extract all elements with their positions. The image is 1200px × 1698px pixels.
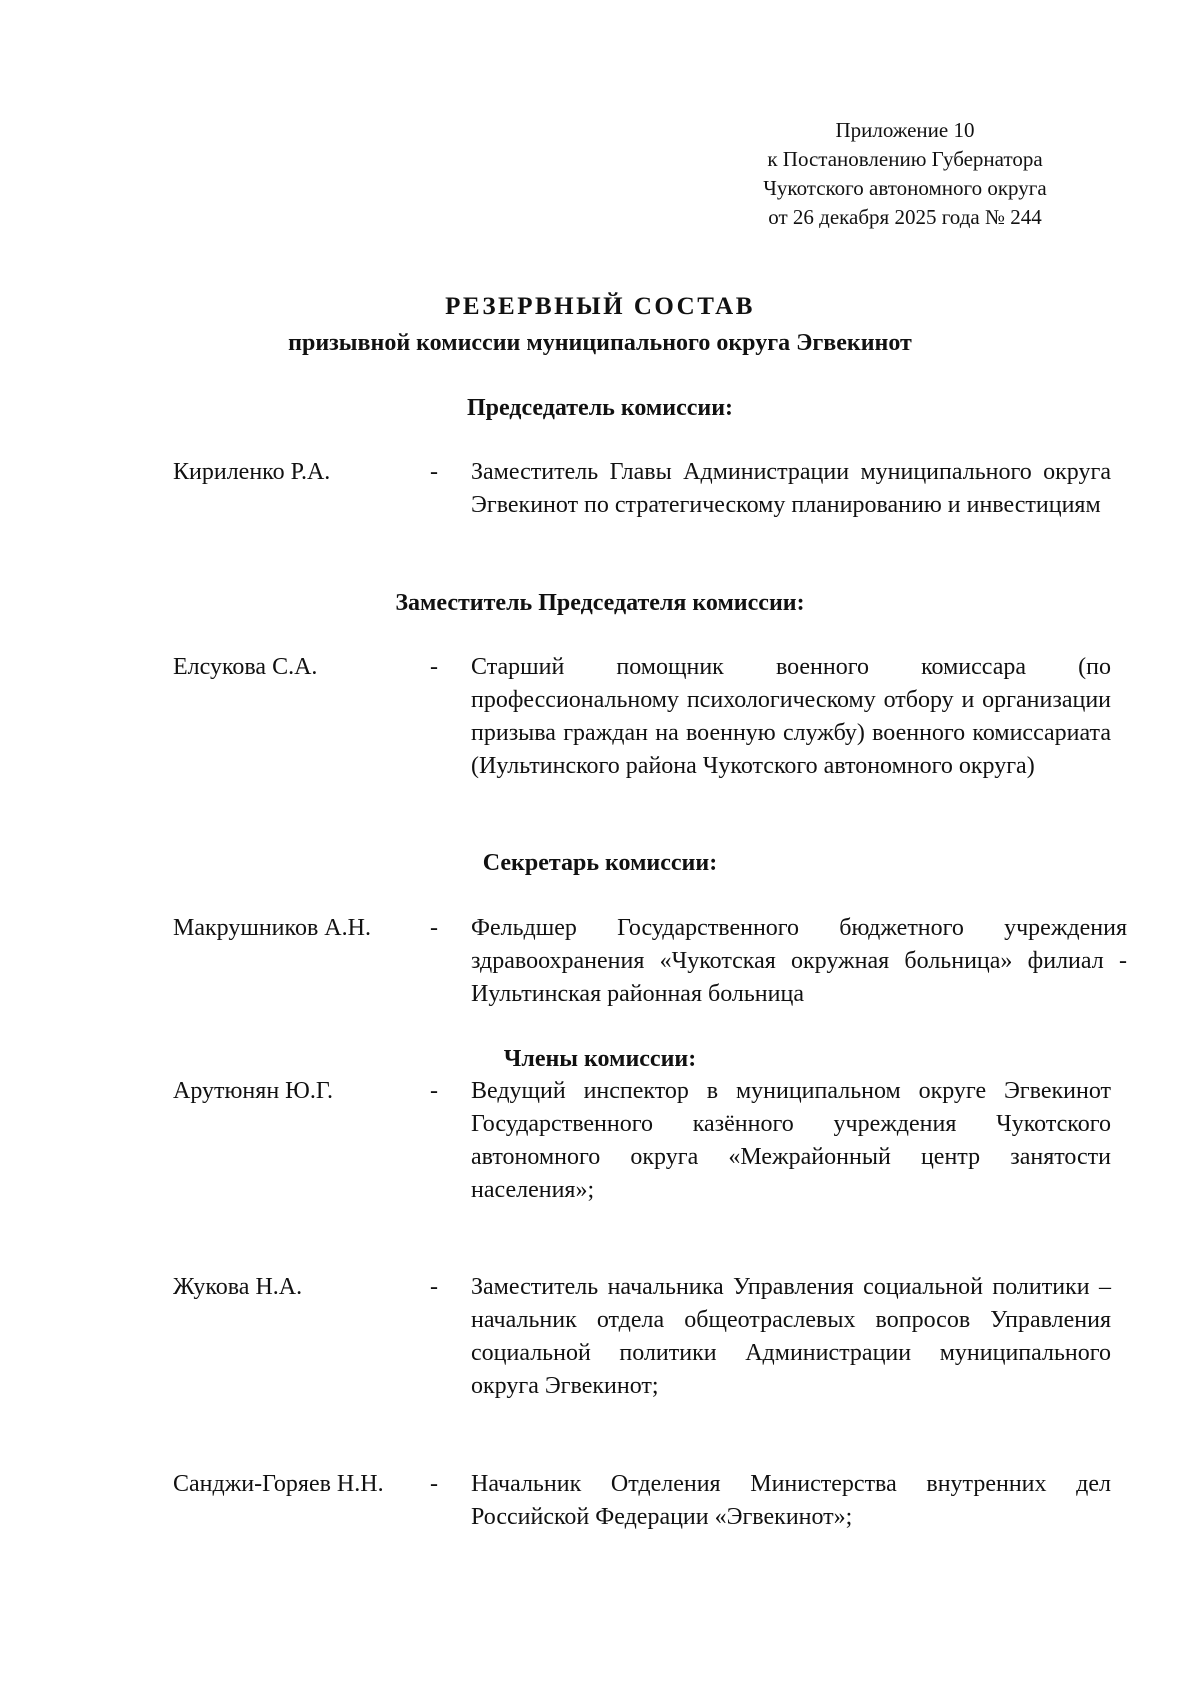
appendix-line: от 26 декабря 2025 года № 244 xyxy=(768,205,1042,229)
member-name: Макрушников А.Н. xyxy=(173,915,371,941)
appendix-line: Чукотского автономного округа xyxy=(763,176,1047,200)
member-name: Кириленко Р.А. xyxy=(173,459,331,485)
appendix-line: Приложение 10 xyxy=(835,118,975,142)
document-title: РЕЗЕРВНЫЙ СОСТАВ xyxy=(445,293,755,320)
member-name: Арутюнян Ю.Г. xyxy=(173,1078,333,1104)
member-name: Санджи-Горяев Н.Н. xyxy=(173,1471,384,1497)
section-heading-deputy: Заместитель Председателя комиссии: xyxy=(395,590,805,616)
member-dash: - xyxy=(430,654,438,680)
section-heading-members: Члены комиссии: xyxy=(503,1046,697,1072)
section-heading-chairman: Председатель комиссии: xyxy=(466,395,734,421)
member-dash: - xyxy=(430,1274,438,1300)
member-position: Заместитель Главы Администрации муниципального округа Эгвекинот по стратегическому планированию и инвестициям xyxy=(471,459,1111,518)
document-subtitle: призывной комиссии муниципального округа Эгвекинот xyxy=(288,330,912,356)
member-position: Начальник Отделения Министерства внутренних дел Российской Федерации «Эгвекинот»; xyxy=(471,1471,1111,1530)
member-dash: - xyxy=(430,459,438,485)
member-dash: - xyxy=(430,1471,438,1497)
member-name: Елсукова С.А. xyxy=(173,654,318,680)
member-dash: - xyxy=(430,1078,438,1104)
member-position: Фельдшер Государственного бюджетного учреждения здравоохранения «Чукотская окружная больница» филиал - Иультинская районная больница xyxy=(471,915,1127,1007)
member-position: Старший помощник военного комиссара (по профессиональному психологическому отбору и организации призыва граждан на военную службу) военного комиссариата (Иультинского района Чукотского автономного округа) xyxy=(471,654,1111,779)
appendix-line: к Постановлению Губернатора xyxy=(767,147,1043,171)
section-heading-secretary: Секретарь комиссии: xyxy=(482,850,718,876)
member-dash: - xyxy=(430,915,438,941)
appendix-block xyxy=(735,116,1075,232)
member-position: Заместитель начальника Управления социальной политики – начальник отдела общеотраслевых вопросов Управления социальной политики Администрации муниципального округа Эгвекинот; xyxy=(471,1274,1111,1399)
member-position: Ведущий инспектор в муниципальном округе Эгвекинот Государственного казённого учреждения Чукотского автономного округа «Межрайонный центр занятости населения»; xyxy=(471,1078,1111,1203)
member-name: Жукова Н.А. xyxy=(173,1274,303,1300)
